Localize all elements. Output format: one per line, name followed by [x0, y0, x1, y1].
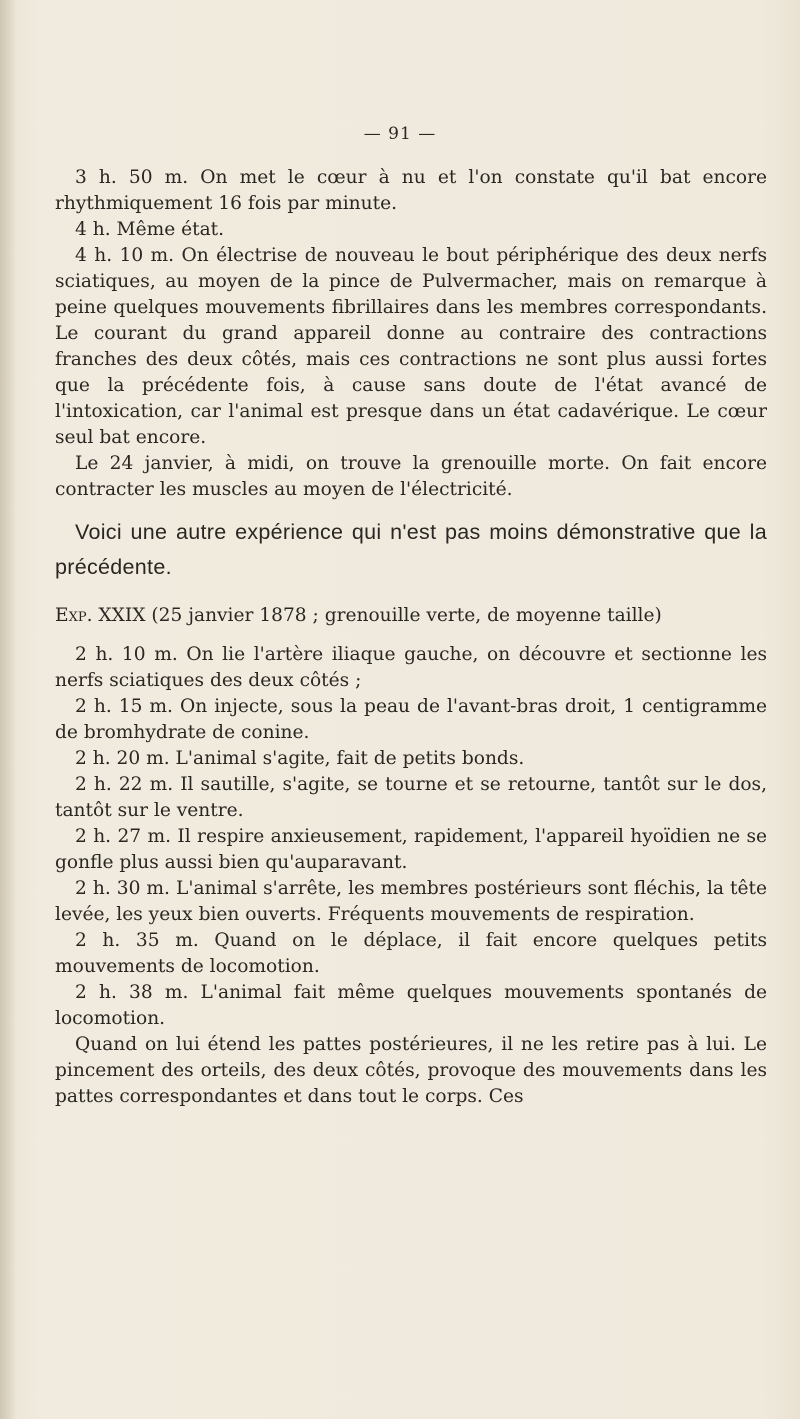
entry: 2 h. 22 m. Il sautille, s'agite, se tourne et se retourne, tantôt sur le dos, tantôt sur le ventre. [55, 774, 767, 821]
paragraph: 4 h. 10 m. On électrise de nouveau le bout périphérique des deux nerfs sciatiques, au moyen de la pince de Pulvermacher, mais on remarque à peine quelques mouvements fibrillaires dans les membres correspondants. Le courant du grand appareil donne au contraire des contractions franches des deux côtés, mais ces contractions ne sont plus aussi fortes que la précédente fois, à cause sans doute de l'état avancé de l'intoxication, car l'animal est presque dans un état cadavérique. Le cœur seul bat encore. [55, 245, 767, 448]
experiment-heading [55, 603, 767, 629]
entry: 2 h. 20 m. L'animal s'agite, fait de petits bonds. [75, 748, 525, 769]
entry: 2 h. 38 m. L'animal fait même quelques mouvements spontanés de locomotion. [55, 982, 767, 1029]
experiment-label: Exp. [55, 605, 93, 626]
page-gutter [0, 0, 16, 1419]
entry: 2 h. 35 m. Quand on le déplace, il fait encore quelques petits mouvements de locomotion. [55, 930, 767, 977]
lead-paragraph: Voici une autre expérience qui n'est pas moins démonstrative que la précédente. [55, 520, 767, 579]
paragraph: 3 h. 50 m. On met le cœur à nu et l'on constate qu'il bat encore rhythmiquement 16 fois par minute. [55, 167, 767, 214]
body-text [55, 165, 767, 1110]
paragraph: Le 24 janvier, à midi, on trouve la grenouille morte. On fait encore contracter les muscles au moyen de l'électricité. [55, 453, 767, 500]
entry: 2 h. 30 m. L'animal s'arrête, les membres postérieurs sont fléchis, la tête levée, les yeux bien ouverts. Fréquents mouvements de respiration. [55, 878, 767, 925]
experiment-title: XXIX (25 janvier 1878 ; grenouille verte, de moyenne taille) [98, 605, 662, 626]
entry: 2 h. 15 m. On injecte, sous la peau de l'avant-bras droit, 1 centigramme de bromhydrate de conine. [55, 696, 767, 743]
entry: Quand on lui étend les pattes postérieures, il ne les retire pas à lui. Le pincement des orteils, des deux côtés, provoque des mouvements dans les pattes correspondantes et dans tout le corps. Ces [55, 1034, 767, 1107]
page-number: — 91 — [363, 124, 437, 144]
entry: 2 h. 10 m. On lie l'artère iliaque gauche, on découvre et sectionne les nerfs sciatiques des deux côtés ; [55, 644, 767, 691]
entry: 2 h. 27 m. Il respire anxieusement, rapidement, l'appareil hyoïdien ne se gonfle plus aussi bien qu'auparavant. [55, 826, 767, 873]
paragraph: 4 h. Même état. [75, 219, 225, 240]
